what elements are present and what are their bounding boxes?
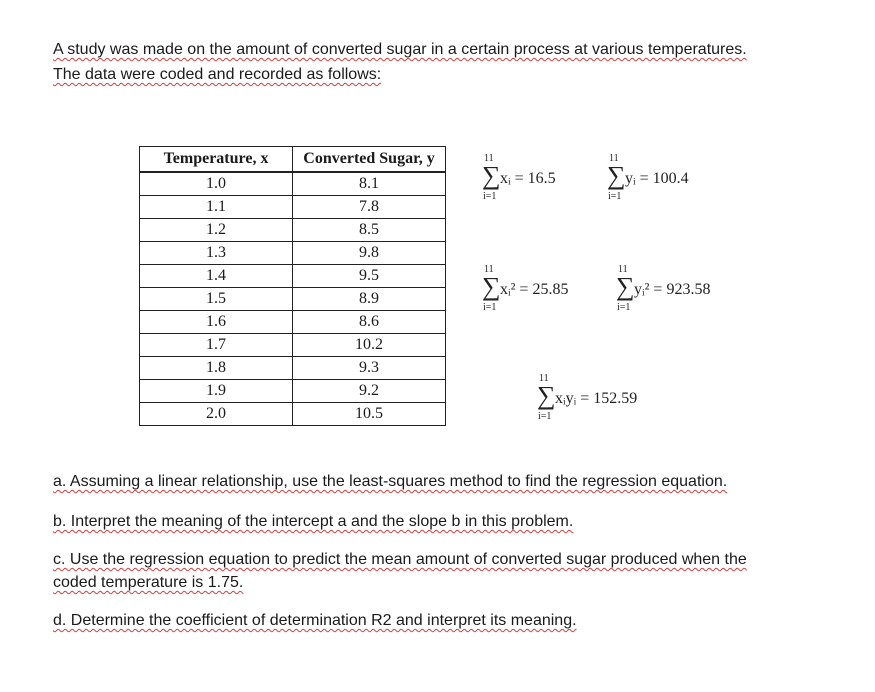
sugar-cell: 8.9 — [293, 288, 446, 311]
sum-x-expression: xᵢ = 16.5 — [500, 170, 556, 187]
sum-lower-limit: i=1 — [538, 411, 552, 422]
question-c-line-1: c. Use the regression equation to predict the mean amount of converted sugar produced when the — [53, 551, 747, 568]
sum-y2-expression: yᵢ² = 923.58 — [634, 281, 711, 298]
table-row — [140, 265, 446, 288]
sum-upper-limit: 11 — [484, 153, 494, 164]
temperature-cell: 1.1 — [140, 196, 293, 219]
table-row — [140, 380, 446, 403]
question-b: b. Interpret the meaning of the intercept a and the slope b in this problem. — [53, 513, 574, 530]
intro-line-1: A study was made on the amount of converted sugar in a certain process at various temperatures. — [53, 41, 747, 58]
sugar-cell: 10.5 — [293, 403, 446, 426]
sugar-cell: 9.5 — [293, 265, 446, 288]
sum-lower-limit: i=1 — [617, 302, 631, 313]
temperature-cell: 2.0 — [140, 403, 293, 426]
sigma-symbol: ∑ — [482, 161, 501, 190]
table-row — [140, 242, 446, 265]
temperature-cell: 1.9 — [140, 380, 293, 403]
table-row — [140, 196, 446, 219]
intro-text — [53, 37, 747, 87]
temperature-cell: 1.2 — [140, 219, 293, 242]
temperature-cell: 1.5 — [140, 288, 293, 311]
question-c-line-2: coded temperature is 1.75. — [53, 574, 244, 591]
table-row — [140, 357, 446, 380]
sum-x2-expression: xᵢ² = 25.85 — [500, 281, 569, 298]
sugar-cell: 8.5 — [293, 219, 446, 242]
temperature-cell: 1.3 — [140, 242, 293, 265]
table-header-row — [140, 147, 446, 173]
sigma-symbol: ∑ — [607, 161, 626, 190]
sugar-cell: 8.1 — [293, 172, 446, 196]
temperature-cell: 1.0 — [140, 172, 293, 196]
table-row — [140, 172, 446, 196]
table-row — [140, 288, 446, 311]
header-converted-sugar: Converted Sugar, y — [293, 147, 446, 173]
temperature-cell: 1.8 — [140, 357, 293, 380]
question-a: a. Assuming a linear relationship, use the least-squares method to find the regression equation. — [53, 473, 728, 490]
sum-upper-limit: 11 — [484, 264, 494, 275]
sum-lower-limit: i=1 — [483, 302, 497, 313]
sigma-symbol: ∑ — [482, 272, 501, 301]
sugar-cell: 10.2 — [293, 334, 446, 357]
intro-line-2: The data were coded and recorded as follows: — [53, 66, 382, 83]
temperature-cell: 1.7 — [140, 334, 293, 357]
sum-xy-expression: xᵢyᵢ = 152.59 — [555, 390, 638, 407]
sugar-cell: 8.6 — [293, 311, 446, 334]
table-body — [140, 172, 446, 426]
sugar-cell: 9.8 — [293, 242, 446, 265]
temperature-cell: 1.4 — [140, 265, 293, 288]
sum-upper-limit: 11 — [609, 153, 619, 164]
temperature-cell: 1.6 — [140, 311, 293, 334]
sugar-cell: 9.3 — [293, 357, 446, 380]
data-table — [139, 146, 446, 426]
table-row — [140, 334, 446, 357]
question-d: d. Determine the coefficient of determination R2 and interpret its meaning. — [53, 612, 577, 629]
header-temperature: Temperature, x — [140, 147, 293, 173]
sigma-symbol: ∑ — [537, 381, 556, 410]
sigma-symbol: ∑ — [616, 272, 635, 301]
sum-lower-limit: i=1 — [608, 191, 622, 202]
table-row — [140, 311, 446, 334]
sum-upper-limit: 11 — [539, 373, 549, 384]
sugar-cell: 7.8 — [293, 196, 446, 219]
sugar-cell: 9.2 — [293, 380, 446, 403]
table-row — [140, 403, 446, 426]
sum-lower-limit: i=1 — [483, 191, 497, 202]
table-row — [140, 219, 446, 242]
sum-upper-limit: 11 — [618, 264, 628, 275]
sum-y-expression: yᵢ = 100.4 — [625, 170, 689, 187]
